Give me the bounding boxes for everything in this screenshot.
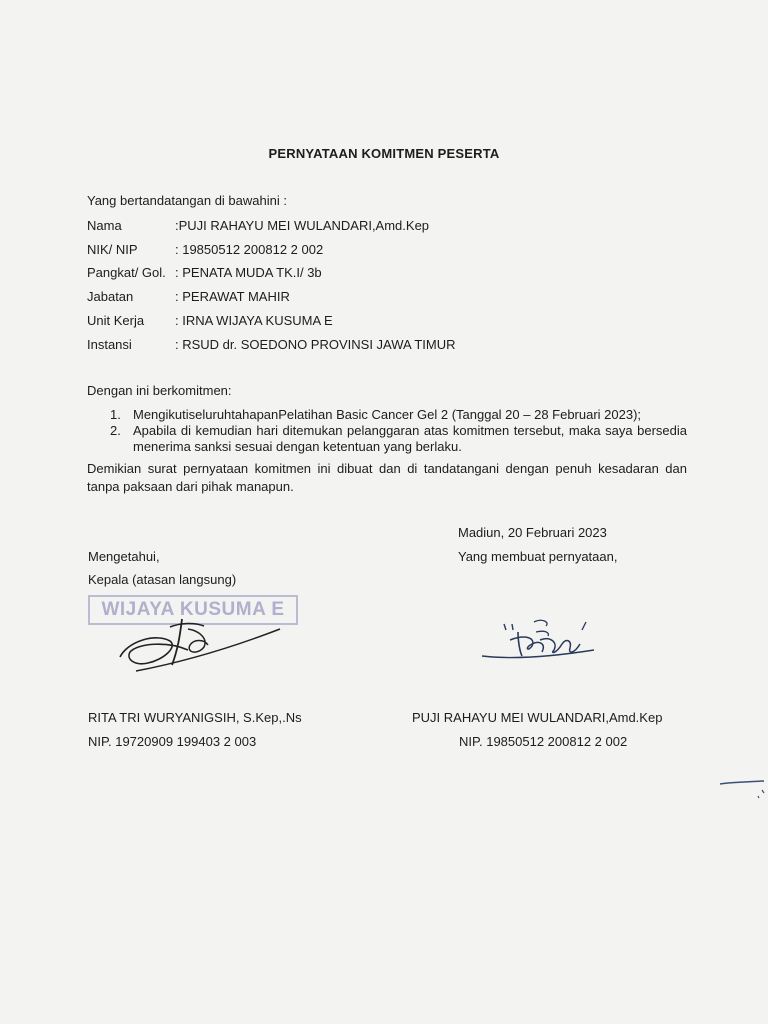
value-jabatan: : PERAWAT MAHIR [175,289,290,304]
right-signature [476,614,606,672]
unit-stamp: WIJAYA KUSUMA E [88,595,298,625]
left-heading: Mengetahui, [88,549,160,564]
value-nip: : 19850512 200812 2 002 [175,242,324,257]
left-role: Kepala (atasan langsung) [88,572,237,587]
right-signer-name: PUJI RAHAYU MEI WULANDARI,Amd.Kep [412,710,663,725]
value-nama: :PUJI RAHAYU MEI WULANDARI,Amd.Kep [175,218,430,233]
label-unit-kerja: Unit Kerja [87,313,145,328]
right-role: Yang membuat pernyataan, [458,549,618,564]
closing-paragraph: Demikian surat pernyataan komitmen ini dibuat dan di tandatangani dengan penuh kesadaran dan tanpa paksaan dari pihak manapun. [87,461,687,494]
label-jabatan: Jabatan [87,289,134,304]
label-nama: Nama [87,218,122,233]
right-signer-nip: NIP. 19850512 200812 2 002 [459,734,628,749]
left-signer-name: RITA TRI WURYANIGSIH, S.Kep,.Ns [88,710,302,725]
document-title: PERNYATAAN KOMITMEN PESERTA [268,146,500,161]
left-signer-nip: NIP. 19720909 199403 2 003 [88,734,257,749]
commitment-1-number: 1. [110,407,121,422]
commitment-2-number: 2. [110,423,121,438]
commitment-1-text: MengikutiseluruhtahapanPelatihan Basic Cancer Gel 2 (Tanggal 20 – 28 Februari 2023); [133,407,642,422]
commit-intro: Dengan ini berkomitmen: [87,383,232,398]
value-unit-kerja: : IRNA WIJAYA KUSUMA E [175,313,333,328]
intro-text: Yang bertandatangan di bawahini : [87,193,287,208]
commitment-2-text: Apabila di kemudian hari ditemukan pelanggaran atas komitmen tersebut, maka saya bersedia menerima sanksi sesuai dengan ketentuan yang berlaku. [133,423,687,454]
label-instansi: Instansi [87,337,132,352]
place-date: Madiun, 20 Februari 2023 [458,525,607,540]
label-pangkat: Pangkat/ Gol. [87,265,166,280]
value-pangkat: : PENATA MUDA TK.I/ 3b [175,265,322,280]
value-instansi: : RSUD dr. SOEDONO PROVINSI JAWA TIMUR [175,337,456,352]
left-signature [108,605,283,680]
label-nip: NIK/ NIP [87,242,138,257]
edge-marks [718,776,768,806]
